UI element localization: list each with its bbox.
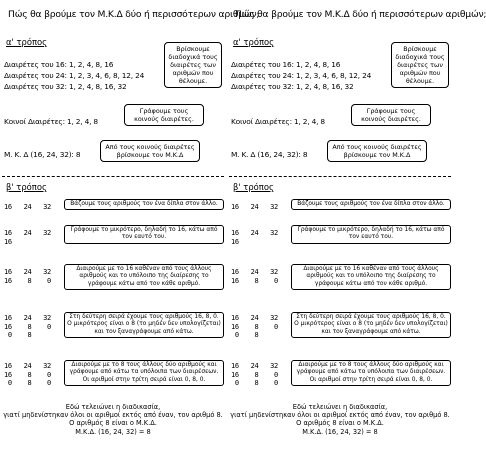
step-2-numbers: 16 24 32 16 [4,229,51,246]
section-divider [2,176,224,177]
common-divisors: Κοινοί Διαιρέτες: 1, 2, 4, 8 [4,117,98,126]
conclusion [229,403,451,436]
note-common-divisors: Γράφουμε τους κοινούς διαιρέτες. [124,104,204,126]
common-divisors: Κοινοί Διαιρέτες: 1, 2, 4, 8 [231,117,325,126]
step-4-note: Στη δεύτερη σειρά έχουμε τους αριθμούς 16, 8, 0. Ο μικρότερος είναι ο 8 (το μηδέν δεν υπολογίζεται) και τον ξαναγράφουμε από κάτω. [291,312,451,338]
step-5-numbers: 16 24 32 16 8 0 0 8 0 [4,362,51,387]
step-5-note: Διαιρούμε με το 8 τους άλλους δύο αριθμούς και γράφουμε από κάτω τα υπόλοιπα των διαιρέσεων. Οι αριθμοί στην τρίτη σειρά είναι 0, 8, 0. [291,360,451,386]
step-1-note: Βάζουμε τους αριθμούς τον ένα δίπλα στον άλλο. [64,199,224,210]
conclusion-line: γιατί μηδενίστηκαν όλοι οι αριθμοί εκτός από έναν, τον αριθμό 8. [230,411,450,420]
conclusion-line: Ο αριθμός 8 είναι ο Μ.Κ.Δ. [69,419,157,428]
method-a-heading: α' τρόπος [233,37,275,47]
step-3-numbers: 16 24 32 16 8 0 [4,268,51,285]
divisors-24: Διαιρέτες του 24: 1, 2, 3, 4, 6, 8, 12, 24 [231,71,372,80]
step-2-note: Γράφουμε το μικρότερο, δηλαδή το 16, κάτω από τον εαυτό του. [64,225,224,244]
note-gcd: Από τους κοινούς διαιρέτες βρίσκουμε τον Μ.Κ.Δ [327,140,427,162]
step-3-note: Διαιρούμε με το 16 καθέναν από τους άλλους αριθμούς και το υπόλοιπο της διαίρεσης το γράφουμε κάτω από τον κάθε αριθμό. [291,264,451,290]
step-4-numbers: 16 24 32 16 8 0 0 8 [4,314,51,339]
step-3-note: Διαιρούμε με το 16 καθέναν από τους άλλους αριθμούς και το υπόλοιπο της διαίρεσης το γράφουμε κάτω από τον κάθε αριθμό. [64,264,224,290]
worksheet-right [227,0,486,453]
step-4-note: Στη δεύτερη σειρά έχουμε τους αριθμούς 16, 8, 0. Ο μικρότερος είναι ο 8 (το μηδέν δεν υπολογίζεται) και τον ξαναγράφουμε από κάτω. [64,312,224,338]
divisors-16: Διαιρέτες του 16: 1, 2, 4, 8, 16 [4,60,114,69]
conclusion-line: Εδώ τελειώνει η διαδικασία, [65,403,161,411]
step-5-numbers: 16 24 32 16 8 0 0 8 0 [231,362,278,387]
divisors-16: Διαιρέτες του 16: 1, 2, 4, 8, 16 [231,60,341,69]
step-3-numbers: 16 24 32 16 8 0 [231,268,278,285]
conclusion-line: Μ.Κ.Δ. (16, 24, 32) = 8 [75,427,151,436]
step-1-numbers: 16 24 32 [4,203,51,211]
method-a-heading: α' τρόπος [6,37,48,47]
divisors-32: Διαιρέτες του 32: 1, 2, 4, 8, 16, 32 [231,82,354,91]
conclusion-line: γιατί μηδενίστηκαν όλοι οι αριθμοί εκτός από έναν, τον αριθμό 8. [3,411,223,420]
divisors-32: Διαιρέτες του 32: 1, 2, 4, 8, 16, 32 [4,82,127,91]
note-find-divisors: Βρίσκουμε διαδοχικά τους διαιρέτες των αριθμών που θέλουμε. [391,42,449,88]
note-gcd: Από τους κοινούς διαιρέτες βρίσκουμε τον Μ.Κ.Δ [100,140,200,162]
gcd-result: Μ. Κ. Δ (16, 24, 32): 8 [4,150,81,159]
step-5-note: Διαιρούμε με το 8 τους άλλους δύο αριθμούς και γράφουμε από κάτω τα υπόλοιπα των διαιρέσεων. Οι αριθμοί στην τρίτη σειρά είναι 0, 8, 0. [64,360,224,386]
note-find-divisors: Βρίσκουμε διαδοχικά τους διαιρέτες των αριθμών που θέλουμε. [164,42,222,88]
step-4-numbers: 16 24 32 16 8 0 0 8 [231,314,278,339]
method-b-heading: β' τρόπος [233,182,274,192]
gcd-result: Μ. Κ. Δ (16, 24, 32): 8 [231,150,308,159]
step-1-note: Βάζουμε τους αριθμούς τον ένα δίπλα στον άλλο. [291,199,451,210]
step-1-numbers: 16 24 32 [231,203,278,211]
method-b-heading: β' τρόπος [6,182,47,192]
conclusion [2,403,224,436]
worksheet-title: Πώς θα βρούμε τον Μ.Κ.Δ δύο ή περισσότερων αριθμών; [8,9,260,20]
worksheet-title: Πώς θα βρούμε τον Μ.Κ.Δ δύο ή περισσότερων αριθμών; [235,9,486,20]
divisors-24: Διαιρέτες του 24: 1, 2, 3, 4, 6, 8, 12, 24 [4,71,145,80]
conclusion-line: Ο αριθμός 8 είναι ο Μ.Κ.Δ. [296,419,384,428]
step-2-note: Γράφουμε το μικρότερο, δηλαδή το 16, κάτω από τον εαυτό του. [291,225,451,244]
section-divider [229,176,451,177]
conclusion-line: Μ.Κ.Δ. (16, 24, 32) = 8 [302,427,378,436]
conclusion-line: Εδώ τελειώνει η διαδικασία, [292,403,388,411]
note-common-divisors: Γράφουμε τους κοινούς διαιρέτες. [351,104,431,126]
step-2-numbers: 16 24 32 16 [231,229,278,246]
